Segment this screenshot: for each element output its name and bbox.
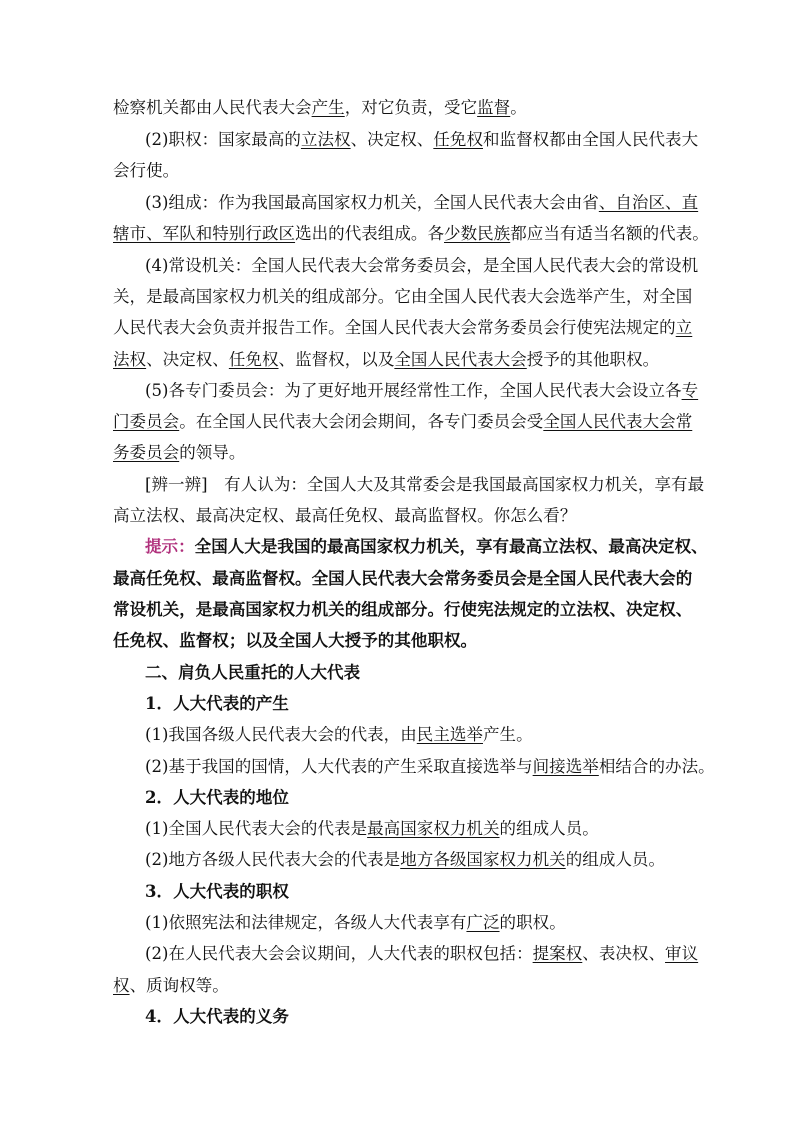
text-span: 的领导。 [179,443,246,462]
text-line-6 [145,256,699,276]
text-span: 最高任免权、最高监督权。全国人民代表大会常务委员会是全国人民代表大会的 [113,569,693,588]
underlined-term: 地方各级国家权力机关 [400,850,566,869]
underlined-term: 法权 [113,350,147,369]
text-span: (1)全国人民代表大会的代表是 [145,819,368,838]
text-span: (2)基于我国的国情，人大代表的产生采取直接选举与 [145,757,533,776]
text-span: 常设机关，是最高国家权力机关的组成部分。行使宪法规定的立法权、决定权、 [113,600,693,619]
text-span: 和监督权都由全国人民代表大 [483,130,699,149]
text-span: 的职权。 [499,913,566,932]
underlined-term: 提案权 [532,944,583,963]
text-line-3 [113,161,683,181]
text-span: 授予的其他职权。 [526,350,660,369]
underlined-term: 务委员会 [113,443,180,462]
text-line-12 [113,443,683,463]
text-span: [辨一辨] 有人认为：全国人大及其常委会是我国最高国家权力机关，享有最 [145,475,705,494]
text-span: 提示： [145,537,195,556]
text-line-21 [145,725,683,745]
underlined-term: 最高国家权力机关 [367,819,500,838]
text-span: 相结合的办法。 [598,757,715,776]
text-span: 人民代表大会负责并报告工作。全国人民代表大会常务委员会行使宪法规定的 [113,318,676,337]
text-line-24 [145,819,683,839]
underlined-term: 审议 [665,944,699,963]
text-span: 产生。 [482,725,533,744]
text-span: 任免权、监督权；以及全国人大授予的其他职权。 [113,631,478,650]
text-span: 选出的代表组成。各 [295,224,445,243]
subheading-4 [145,1007,683,1027]
text-line-11 [113,412,693,432]
text-span: (4)常设机关：全国人民代表大会常务委员会，是全国人民代表大会的常设机 [145,256,699,275]
text-span: (1)依照宪法和法律规定，各级人大代表享有 [145,913,467,932]
text-line-2 [145,130,699,150]
text-span: 二、肩负人民重托的人大代表 [145,663,361,682]
text-span: 会行使。 [113,161,180,180]
section-heading [145,663,683,683]
subheading-3 [145,882,683,902]
text-line-16 [113,569,693,589]
underlined-term: 全国人民代表大会常 [543,412,693,431]
underlined-term: 立 [675,318,693,337]
underlined-term: 专 [681,381,699,400]
underlined-term: 、自治区、直 [598,193,699,212]
text-span: (3)组成：作为我国最高国家权力机关，全国人民代表大会由省 [145,193,599,212]
text-span: (2)职权：国家最高的 [145,130,301,149]
text-line-5 [113,224,709,244]
underlined-term: 少数民族 [444,224,511,243]
text-line-17 [113,600,693,620]
text-span: (1)我国各级人民代表大会的代表，由 [145,725,417,744]
text-line-10 [145,381,699,401]
text-span: 、决定权、 [350,130,434,149]
text-span: (2)在人民代表大会会议期间，人大代表的职权包括： [145,944,533,963]
text-span: 。 [510,98,527,117]
text-line-15 [145,537,708,557]
text-span: 3．人大代表的职权 [145,882,289,901]
underlined-term: 监督 [477,98,511,117]
text-span: 、监督权，以及 [278,350,395,369]
underlined-term: 产生 [311,98,345,117]
text-line-1 [113,98,683,118]
underlined-term: 民主选举 [416,725,483,744]
text-span: 全国人大是我国的最高国家权力机关，享有最高立法权、最高决定权、 [194,537,708,556]
text-span: 、质询权等。 [129,976,229,995]
text-span: 、决定权、 [146,350,229,369]
text-line-18 [113,631,683,651]
text-span: ，对它负责，受它 [344,98,478,117]
text-line-7 [113,287,693,307]
text-span: 都应当有适当名额的代表。 [510,224,709,243]
text-span: 高立法权、最高决定权、最高任免权、最高监督权。你怎么看？ [113,506,577,525]
text-span: 的组成人员。 [499,819,599,838]
text-line-22 [145,757,715,777]
underlined-term: 门委员会 [113,412,180,431]
text-span: (2)地方各级人民代表大会的代表是 [145,850,401,869]
text-span: 4．人大代表的义务 [145,1007,289,1026]
text-line-29 [113,976,683,996]
underlined-term: 任免权 [433,130,483,149]
text-line-27 [145,913,683,933]
text-span: 关，是最高国家权力机关的组成部分。它由全国人民代表大会选举产生，对全国 [113,287,693,306]
text-span: (5)各专门委员会：为了更好地开展经常性工作，全国人民代表大会设立各 [145,381,682,400]
text-span: 的组成人员。 [565,850,666,869]
underlined-term: 权 [113,976,130,995]
underlined-term: 立法权 [300,130,351,149]
underlined-term: 辖市、军队和特别行政区 [113,224,296,243]
text-span: 2．人大代表的地位 [145,788,289,807]
subheading-1 [145,694,683,714]
text-line-9 [113,350,683,370]
text-line-8 [113,318,693,338]
underlined-term: 广泛 [466,913,500,932]
text-span: 1．人大代表的产生 [145,694,289,713]
underlined-term: 全国人民代表大会 [394,350,527,369]
underlined-term: 任免权 [228,350,279,369]
text-span: 。在全国人民代表大会闭会期间，各专门委员会受 [179,412,544,431]
text-span: 、表决权、 [582,944,666,963]
text-span: 检察机关都由人民代表大会 [113,98,312,117]
subheading-2 [145,788,683,808]
text-line-4 [145,193,699,213]
text-line-13 [145,475,705,495]
text-line-25 [145,850,683,870]
text-line-14 [113,506,683,526]
underlined-term: 间接选举 [532,757,599,776]
text-line-28 [145,944,699,964]
